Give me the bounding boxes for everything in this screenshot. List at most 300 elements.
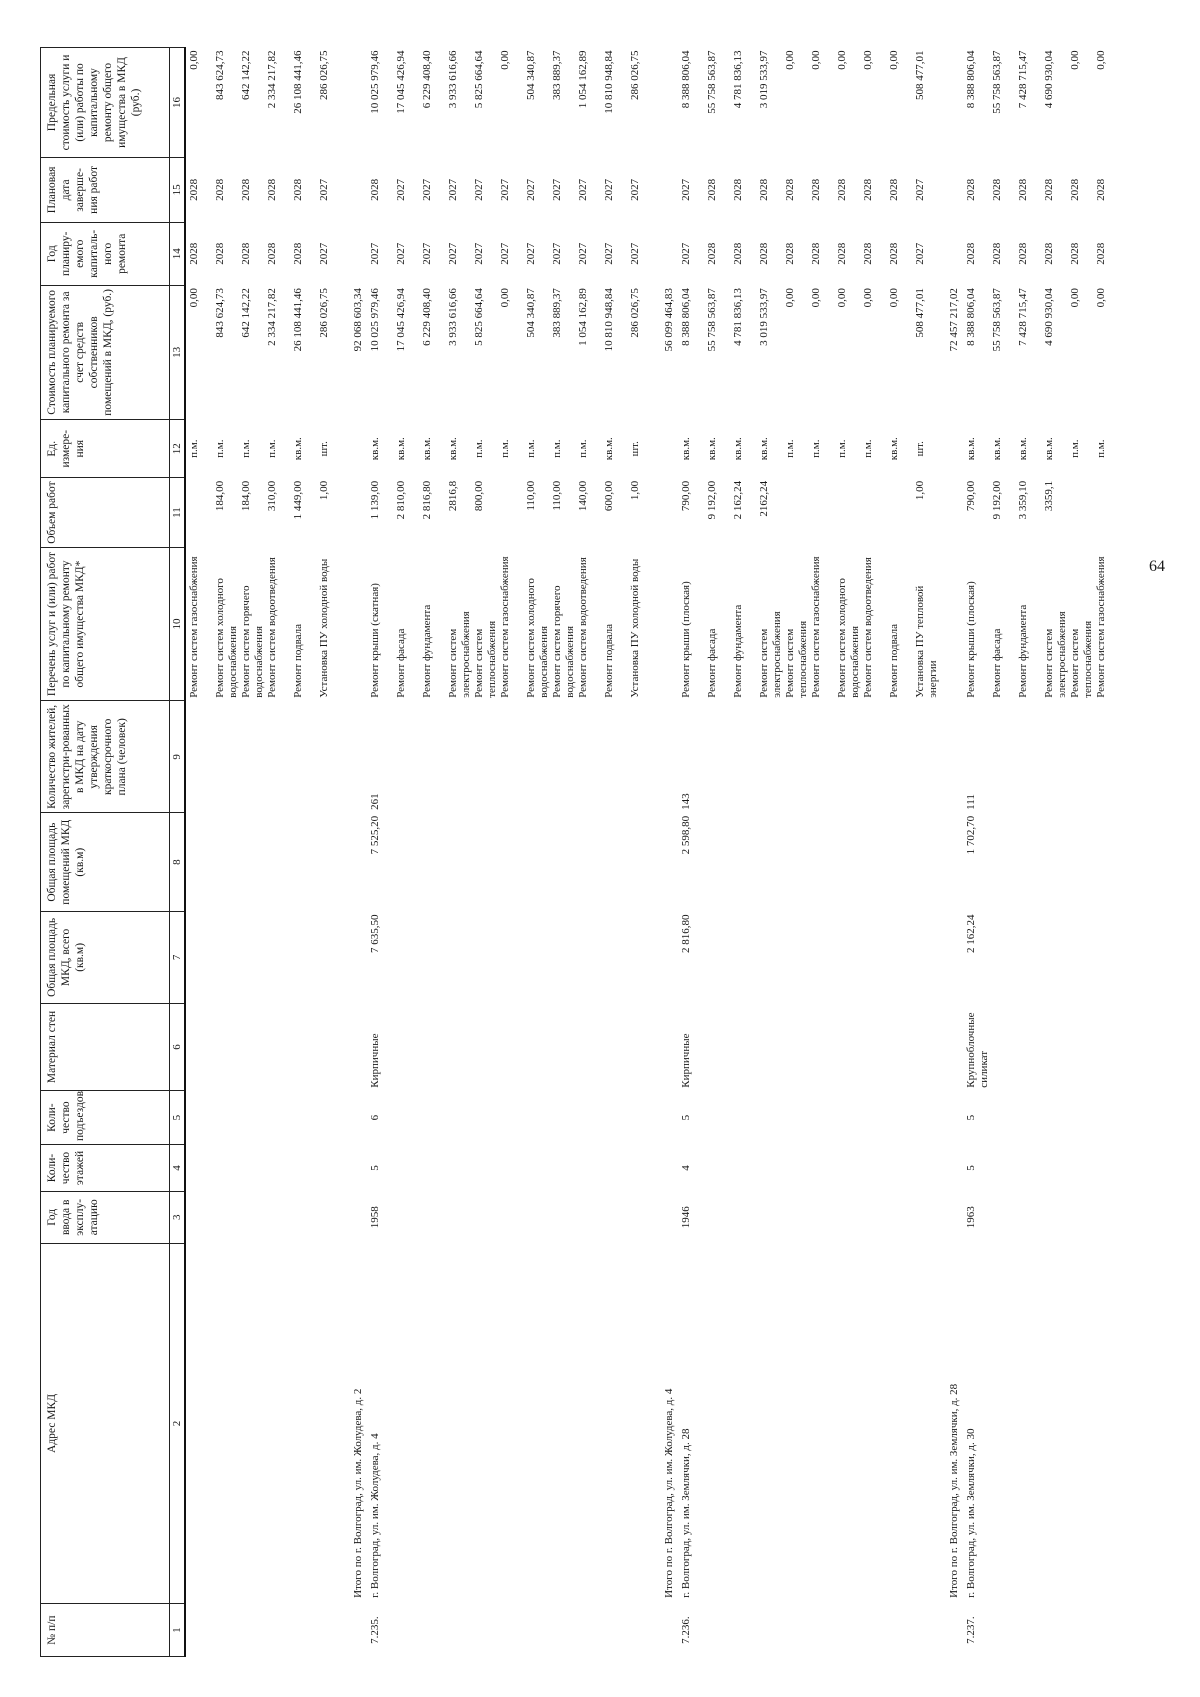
column-number-12: 12 — [170, 420, 186, 478]
empty-cell — [346, 478, 367, 547]
work-cost: 8 388 806,04 — [965, 288, 977, 346]
work-unit: п.м. — [1095, 439, 1107, 458]
work-cost: 0,00 — [784, 288, 796, 308]
limit-cost: 7 428 715,47 — [1017, 50, 1029, 109]
wall-material: Кирпичные — [369, 1033, 381, 1088]
work-unit: шт. — [914, 441, 926, 457]
empty-cell — [942, 813, 963, 912]
work-cost: 4 690 930,04 — [1043, 288, 1055, 346]
entrances-count: 5 — [965, 1114, 977, 1121]
work-volume: 140,00 — [577, 480, 589, 512]
work-cost: 286 026,75 — [629, 288, 641, 338]
empty-cell — [346, 911, 367, 1003]
limit-cost: 4 781 836,13 — [732, 50, 744, 109]
work-unit: п.м. — [240, 439, 252, 458]
column-number-7: 7 — [170, 911, 186, 1003]
column-header-8: Общая площадь помещений МКД (кв.м) — [41, 813, 170, 912]
work-unit: кв.м. — [292, 437, 304, 461]
work-volume: 2 810,00 — [395, 480, 407, 520]
residents-count: 111 — [965, 794, 977, 810]
total-area: 2 162,24 — [965, 914, 977, 953]
repair-year: 2027 — [603, 242, 615, 265]
work-item: Ремонт систем горячего водоснабжения — [551, 585, 576, 698]
column-number-16: 16 — [170, 48, 186, 158]
completion-date: 2027 — [499, 178, 511, 201]
work-volume: 310,00 — [266, 480, 278, 512]
empty-cell — [346, 1144, 367, 1191]
volumes-list — [185, 478, 346, 547]
column-number-14: 14 — [170, 222, 186, 285]
limits-list — [963, 48, 1123, 158]
work-item: Ремонт систем газоснабжения — [499, 556, 511, 698]
completion-date: 2028 — [240, 178, 252, 201]
empty-cell — [942, 478, 963, 547]
limit-cost: 2 334 217,82 — [266, 50, 278, 109]
work-cost: 508 477,01 — [914, 288, 926, 338]
column-header-1: № п/п — [41, 1604, 170, 1657]
house-row — [678, 48, 942, 1657]
limit-cost: 504 340,87 — [525, 50, 537, 100]
entrances-count: 6 — [369, 1114, 381, 1121]
works-list — [185, 547, 346, 701]
completion-date: 2028 — [1017, 178, 1029, 201]
total-area — [185, 911, 346, 1003]
empty-cell — [942, 420, 963, 478]
total-cost: 72 457 217,02 — [948, 288, 960, 352]
work-cost: 6 229 408,40 — [421, 288, 433, 346]
house-address — [185, 1243, 346, 1604]
limit-cost: 286 026,75 — [318, 50, 330, 100]
repair-year: 2027 — [914, 242, 926, 265]
work-item: Ремонт систем теплоснабжения — [1069, 620, 1094, 698]
units-list — [367, 420, 657, 478]
work-cost: 10 810 948,84 — [603, 288, 615, 352]
work-volume: 9 192,00 — [991, 480, 1003, 520]
works-list — [367, 547, 657, 701]
wall-material — [185, 1003, 346, 1090]
completion-date: 2028 — [862, 178, 874, 201]
completion-date: 2028 — [810, 178, 822, 201]
floors-count — [185, 1144, 346, 1191]
work-volume: 9 192,00 — [706, 480, 718, 520]
years-list — [367, 222, 657, 285]
repair-year: 2028 — [1043, 242, 1055, 265]
work-unit: кв.м. — [706, 437, 718, 461]
empty-cell — [942, 1091, 963, 1145]
total-row — [346, 48, 367, 1657]
repair-year: 2028 — [836, 242, 848, 265]
work-unit: кв.м. — [732, 437, 744, 461]
work-unit: п.м. — [499, 439, 511, 458]
completion-date: 2028 — [706, 178, 718, 201]
work-unit: кв.м. — [758, 437, 770, 461]
repair-year: 2028 — [965, 242, 977, 265]
row-number: 7.235. — [369, 1616, 381, 1644]
years-list — [678, 222, 942, 285]
dates-list — [963, 157, 1123, 222]
work-volume: 110,00 — [551, 480, 563, 511]
work-unit: кв.м. — [395, 437, 407, 461]
house-row — [367, 48, 657, 1657]
completion-date: 2027 — [473, 178, 485, 201]
empty-cell — [942, 157, 963, 222]
work-volume — [784, 481, 810, 544]
repair-year: 2027 — [395, 242, 407, 265]
work-volume — [862, 481, 888, 544]
empty-cell — [657, 547, 678, 701]
floors-count: 5 — [369, 1165, 381, 1171]
work-item: Установка ПУ холодной воды — [318, 558, 330, 698]
commission-year: 1963 — [965, 1206, 977, 1229]
repair-year: 2028 — [991, 242, 1003, 265]
costs-list — [963, 285, 1123, 419]
work-unit: п.м. — [862, 439, 874, 458]
commission-year — [185, 1192, 346, 1244]
work-unit: п.м. — [214, 439, 226, 458]
work-cost: 10 025 979,46 — [369, 288, 381, 352]
total-label: Итого по г. Волгоград, ул. им. Землячки, д. 28 — [948, 1383, 960, 1598]
limit-cost: 6 229 408,40 — [421, 50, 433, 109]
empty-cell — [657, 911, 678, 1003]
empty-cell — [942, 701, 963, 813]
completion-date: 2027 — [577, 178, 589, 201]
work-cost: 843 624,73 — [214, 288, 226, 338]
work-item: Ремонт крыши (плоская) — [680, 581, 692, 698]
work-unit: п.м. — [836, 439, 848, 458]
completion-date: 2028 — [214, 178, 226, 201]
empty-cell — [942, 1003, 963, 1090]
work-cost: 5 825 664,64 — [473, 288, 485, 346]
row-number-cell — [942, 1604, 963, 1657]
work-volume: 2 162,24 — [732, 480, 744, 520]
work-volume: 2816,8 — [447, 480, 459, 512]
floors-count: 4 — [680, 1165, 692, 1171]
works-list — [963, 547, 1123, 701]
limit-cost: 3 019 533,97 — [758, 50, 770, 109]
work-item: Установка ПУ тепловой энергии — [914, 585, 939, 698]
work-volume — [1095, 481, 1121, 544]
column-header-11: Объем работ — [41, 478, 170, 547]
work-volume: 3 359,10 — [1017, 480, 1029, 520]
house-address: г. Волгоград, ул. им. Жолудева, д. 4 — [369, 1433, 381, 1598]
work-unit: кв.м. — [369, 437, 381, 461]
column-number-4: 4 — [170, 1144, 186, 1191]
limits-list — [367, 48, 657, 158]
completion-date: 2028 — [1043, 178, 1055, 201]
rooms-area: 7 525,20 — [369, 815, 381, 855]
house-address: г. Волгоград, ул. им. Землячки, д. 28 — [680, 1428, 692, 1598]
work-item: Ремонт систем газоснабжения — [810, 556, 822, 698]
limit-cost: 0,00 — [888, 50, 900, 70]
years-list — [963, 222, 1123, 285]
column-header-12: Ед. измере-ния — [41, 420, 170, 478]
column-header-9: Количество жителей, зарегистри-рованных в МКД на дату утверждения краткосрочного плана (человек) — [41, 701, 170, 813]
work-item: Ремонт систем холодного водоснабжения — [836, 578, 861, 698]
costs-list — [678, 285, 942, 419]
work-item: Ремонт систем водоотведения — [266, 557, 278, 698]
work-volume — [188, 481, 214, 544]
costs-list — [185, 285, 346, 419]
entrances-count: 5 — [680, 1114, 692, 1121]
volumes-list — [367, 478, 657, 547]
rooms-area: 2 598,80 — [680, 815, 692, 855]
column-number-13: 13 — [170, 285, 186, 419]
work-unit: п.м. — [188, 439, 200, 458]
work-item: Ремонт систем газоснабжения — [188, 556, 200, 698]
page-number: 64 — [1149, 558, 1165, 575]
column-number-10: 10 — [170, 547, 186, 701]
dates-list — [678, 157, 942, 222]
column-number-1: 1 — [170, 1604, 186, 1657]
repair-year: 2027 — [680, 242, 692, 265]
work-item: Ремонт систем электроснабжения — [447, 611, 472, 698]
work-volume: 1,00 — [318, 480, 330, 501]
work-unit: п.м. — [784, 439, 796, 458]
work-unit: кв.м. — [603, 437, 615, 461]
repair-year: 2027 — [369, 242, 381, 265]
wall-material: Кирпичные — [680, 1033, 692, 1088]
empty-cell — [346, 48, 367, 158]
completion-date: 2027 — [680, 178, 692, 201]
limit-cost: 0,00 — [499, 50, 511, 70]
empty-cell — [657, 478, 678, 547]
repair-year: 2027 — [473, 242, 485, 265]
completion-date: 2027 — [525, 178, 537, 201]
column-number-row — [170, 48, 186, 1657]
column-number-15: 15 — [170, 157, 186, 222]
empty-cell — [657, 1192, 678, 1244]
completion-date: 2027 — [629, 178, 641, 201]
work-unit: п.м. — [551, 439, 563, 458]
work-item: Ремонт систем теплоснабжения — [473, 620, 498, 698]
work-unit: кв.м. — [1017, 437, 1029, 461]
limit-cost: 0,00 — [188, 50, 200, 70]
works-list — [678, 547, 942, 701]
work-item: Ремонт подвала — [603, 623, 615, 698]
work-volume: 600,00 — [603, 480, 615, 512]
repair-year: 2028 — [1095, 242, 1107, 265]
repair-year: 2027 — [551, 242, 563, 265]
repair-year: 2027 — [577, 242, 589, 265]
repair-year: 2028 — [888, 242, 900, 265]
entrances-count — [185, 1091, 346, 1145]
residents-count: 143 — [680, 793, 692, 810]
work-volume: 1 139,00 — [369, 480, 381, 520]
work-item: Ремонт систем холодного водоснабжения — [214, 578, 239, 698]
work-item: Ремонт систем электроснабжения — [758, 611, 783, 698]
repair-year: 2028 — [188, 242, 200, 265]
column-header-4: Коли-чество этажей — [41, 1144, 170, 1191]
work-cost: 55 758 563,87 — [706, 288, 718, 352]
work-item: Ремонт систем холодного водоснабжения — [525, 578, 550, 698]
repair-year: 2028 — [810, 242, 822, 265]
repair-year: 2028 — [862, 242, 874, 265]
empty-cell — [657, 222, 678, 285]
completion-date: 2027 — [421, 178, 433, 201]
completion-date: 2028 — [188, 178, 200, 201]
column-header-5: Коли-чество подъездов — [41, 1091, 170, 1145]
column-header-13: Стоимость планируемого капитального ремонта за счет средств собственников помещений в МКД, (руб.) — [41, 285, 170, 419]
residents-count — [185, 701, 346, 813]
limit-cost: 0,00 — [862, 50, 874, 70]
empty-cell — [346, 420, 367, 478]
limit-cost: 8 388 806,04 — [965, 50, 977, 109]
limit-cost: 0,00 — [1095, 50, 1107, 70]
table-body — [185, 48, 1123, 1657]
work-unit: кв.м. — [680, 437, 692, 461]
column-header-3: Год ввода в эксплу-атацию — [41, 1192, 170, 1244]
work-cost: 286 026,75 — [318, 288, 330, 338]
work-volume: 3359,1 — [1043, 480, 1055, 512]
work-unit: кв.м. — [965, 437, 977, 461]
completion-date: 2028 — [965, 178, 977, 201]
column-header-15: Плановая дата заверше-ния работ — [41, 157, 170, 222]
completion-date: 2028 — [991, 178, 1003, 201]
work-volume — [888, 481, 914, 544]
work-volume: 1,00 — [914, 480, 926, 501]
work-item: Установка ПУ холодной воды — [629, 558, 641, 698]
column-number-6: 6 — [170, 1003, 186, 1090]
house-address: г. Волгоград, ул. им. Землячки, д. 30 — [965, 1428, 977, 1598]
completion-date: 2027 — [551, 178, 563, 201]
work-item: Ремонт фасада — [395, 628, 407, 698]
work-unit: шт. — [318, 441, 330, 457]
work-item: Ремонт систем водоотведения — [577, 557, 589, 698]
empty-cell — [346, 701, 367, 813]
empty-cell — [657, 48, 678, 158]
repair-year: 2028 — [266, 242, 278, 265]
limit-cost: 286 026,75 — [629, 50, 641, 100]
row-number-cell — [657, 1604, 678, 1657]
completion-date: 2028 — [836, 178, 848, 201]
work-unit: п.м. — [473, 439, 485, 458]
work-cost: 383 889,37 — [551, 288, 563, 338]
work-unit: кв.м. — [888, 437, 900, 461]
completion-date: 2028 — [292, 178, 304, 201]
empty-cell — [346, 222, 367, 285]
commission-year: 1958 — [369, 1206, 381, 1229]
completion-date: 2028 — [732, 178, 744, 201]
work-cost: 0,00 — [499, 288, 511, 308]
empty-cell — [942, 547, 963, 701]
empty-cell — [657, 420, 678, 478]
empty-cell — [942, 911, 963, 1003]
work-item: Ремонт систем газоснабжения — [1095, 556, 1107, 698]
residents-count: 261 — [369, 793, 381, 810]
limit-cost: 5 825 664,64 — [473, 50, 485, 109]
rooms-area: 1 702,70 — [965, 815, 977, 855]
completion-date: 2028 — [888, 178, 900, 201]
work-cost: 3 933 616,66 — [447, 288, 459, 346]
limits-list — [185, 48, 346, 158]
row-number: 7.236. — [680, 1616, 692, 1644]
empty-cell — [346, 1003, 367, 1090]
floors-count: 5 — [965, 1165, 977, 1171]
work-cost: 8 388 806,04 — [680, 288, 692, 346]
limit-cost: 10 025 979,46 — [369, 50, 381, 114]
work-item: Ремонт крыши (скатная) — [369, 583, 381, 698]
row-number-cell — [346, 1604, 367, 1657]
completion-date: 2027 — [914, 178, 926, 201]
work-unit: кв.м. — [447, 437, 459, 461]
limit-cost: 508 477,01 — [914, 50, 926, 100]
work-item: Ремонт фасада — [991, 628, 1003, 698]
work-item: Ремонт фундамента — [1017, 604, 1029, 698]
empty-cell — [346, 1091, 367, 1145]
work-item: Ремонт фундамента — [732, 604, 744, 698]
limit-cost: 1 054 162,89 — [577, 50, 589, 109]
repair-year: 2028 — [240, 242, 252, 265]
completion-date: 2027 — [603, 178, 615, 201]
repair-year: 2027 — [421, 242, 433, 265]
units-list — [185, 420, 346, 478]
work-volume: 184,00 — [240, 480, 252, 512]
completion-date: 2027 — [318, 178, 330, 201]
empty-cell — [657, 813, 678, 912]
work-cost: 0,00 — [862, 288, 874, 308]
total-row — [942, 48, 963, 1657]
completion-date: 2028 — [1069, 178, 1081, 201]
work-item: Ремонт фасада — [706, 628, 718, 698]
limit-cost: 3 933 616,66 — [447, 50, 459, 109]
limit-cost: 17 045 426,94 — [395, 50, 407, 114]
work-volume — [499, 481, 525, 544]
empty-cell — [346, 157, 367, 222]
limit-cost: 4 690 930,04 — [1043, 50, 1055, 109]
completion-date: 2027 — [447, 178, 459, 201]
limit-cost: 10 810 948,84 — [603, 50, 615, 114]
work-unit: кв.м. — [1043, 437, 1055, 461]
work-cost: 0,00 — [810, 288, 822, 308]
wall-material: Крупноблочные силикат — [965, 1012, 990, 1088]
work-unit: п.м. — [1069, 439, 1081, 458]
work-cost: 55 758 563,87 — [991, 288, 1003, 352]
completion-date: 2028 — [1095, 178, 1107, 201]
work-volume: 790,00 — [965, 480, 977, 512]
work-item: Ремонт фундамента — [421, 604, 433, 698]
work-cost: 0,00 — [836, 288, 848, 308]
column-number-11: 11 — [170, 478, 186, 547]
work-volume — [836, 481, 862, 544]
work-unit: шт. — [629, 441, 641, 457]
empty-cell — [346, 1192, 367, 1244]
total-label: Итого по г. Волгоград, ул. им. Жолудева, д. 2 — [352, 1388, 364, 1598]
repair-year: 2027 — [447, 242, 459, 265]
work-item: Ремонт систем электроснабжения — [1043, 611, 1068, 698]
total-cost: 56 099 464,83 — [663, 288, 675, 352]
column-number-8: 8 — [170, 813, 186, 912]
work-unit: кв.м. — [421, 437, 433, 461]
work-cost: 2 334 217,82 — [266, 288, 278, 346]
work-item: Ремонт систем горячего водоснабжения — [240, 585, 265, 698]
column-number-3: 3 — [170, 1192, 186, 1244]
work-cost: 26 108 441,46 — [292, 288, 304, 352]
work-item: Ремонт систем теплоснабжения — [784, 620, 809, 698]
volumes-list — [678, 478, 942, 547]
completion-date: 2027 — [395, 178, 407, 201]
dates-list — [367, 157, 657, 222]
work-volume: 110,00 — [525, 480, 537, 511]
completion-date: 2028 — [784, 178, 796, 201]
repair-year: 2028 — [706, 242, 718, 265]
limit-cost: 0,00 — [836, 50, 848, 70]
work-cost: 642 142,22 — [240, 288, 252, 338]
empty-cell — [657, 701, 678, 813]
work-cost: 1 054 162,89 — [577, 288, 589, 346]
repair-year: 2028 — [784, 242, 796, 265]
work-cost: 0,00 — [188, 288, 200, 308]
limit-cost: 0,00 — [810, 50, 822, 70]
